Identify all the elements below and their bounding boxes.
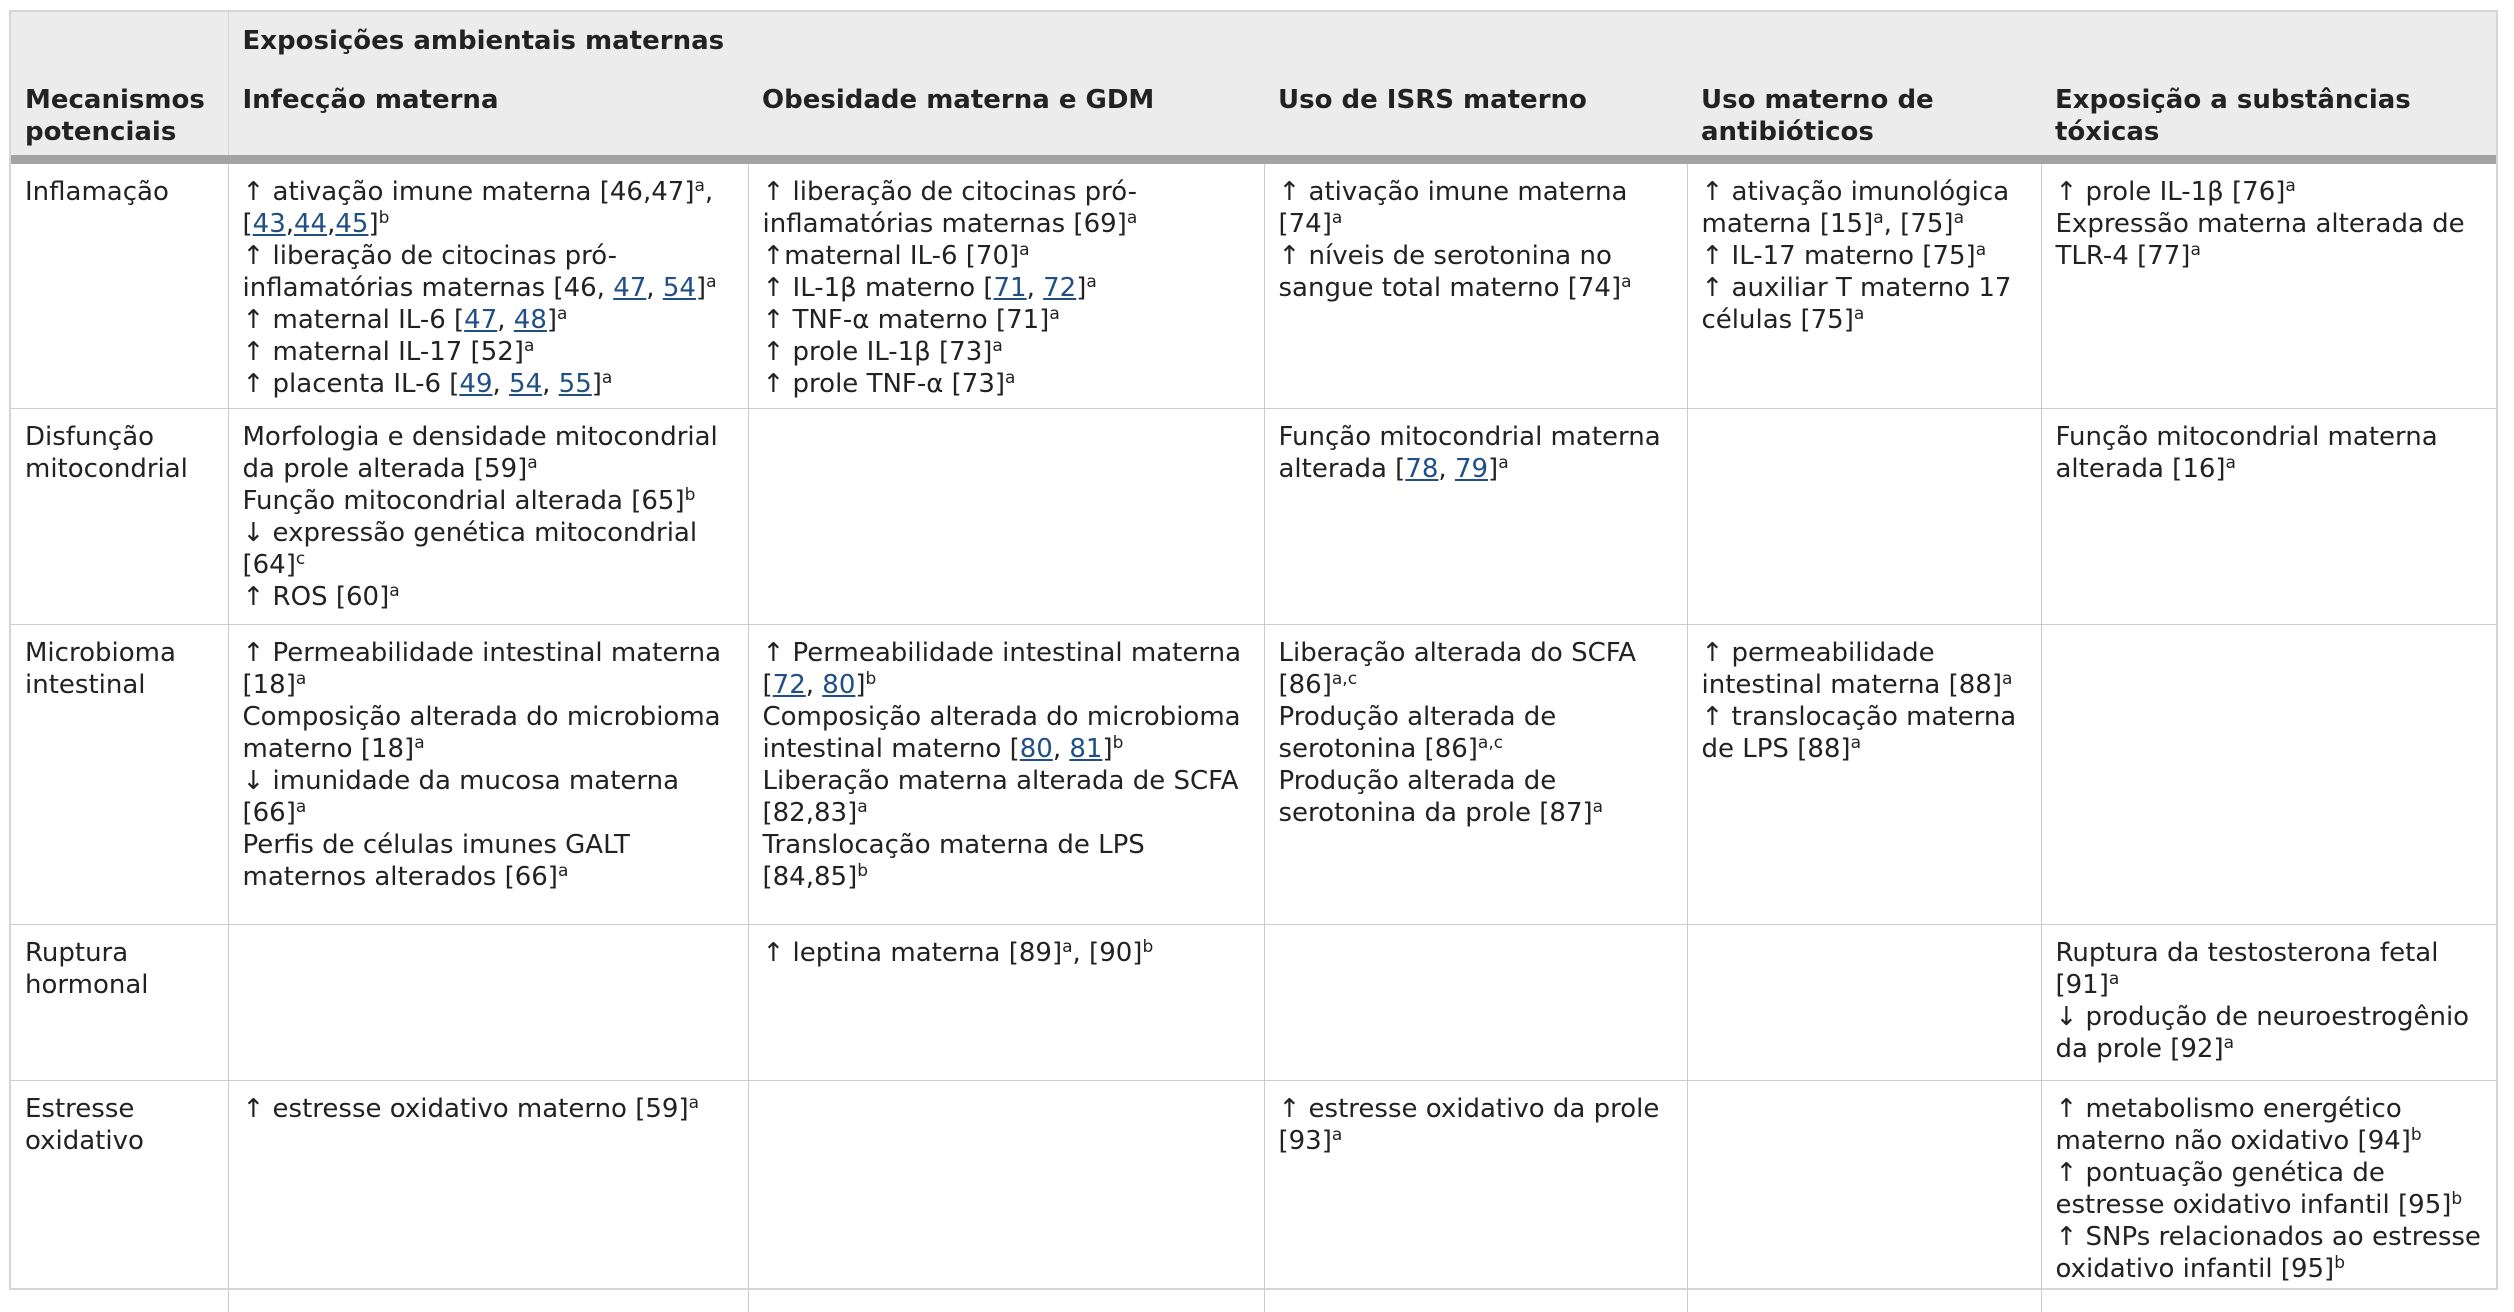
cell-line: ↑ níveis de serotonina no [1278,240,1612,271]
cell-line: $[66]^a$ [242,796,307,828]
footnote-marker: a [706,271,717,292]
cell-antibiotics [1687,159,2041,408]
table-body [11,159,2496,1312]
cell-line: materno $[18]^a$ [242,732,425,764]
cell-line: ↑ estresse oxidativo materno $[59]^a$ [242,1092,700,1124]
cell-line: $[82,83]^a$ [762,796,868,828]
column-header-maternal-infection: Infecção materna [228,70,748,159]
cell-toxic [2041,624,2496,924]
footnote-marker: a [2108,968,2120,989]
cell-line: $[93]^a$ [1278,1124,1343,1156]
cell-line: inflamatórias maternas $[69]^a$ [762,207,1138,239]
footnote-marker: a [1126,207,1138,228]
cell-line: da prole $[92]^a$ [2055,1032,2235,1064]
footnote-marker: a [1853,303,1865,324]
reference-link[interactable]: 72 [1043,272,1077,303]
reference-link[interactable]: 71 [993,272,1027,303]
footnote-marker: b [857,860,869,881]
cell-line: ↑ Permeabilidade intestinal materna [242,637,722,668]
footnote-marker: c [295,548,306,569]
cell-line: Composição alterada do microbioma [762,701,1241,732]
cell-antibiotics [1687,624,2041,924]
cell-line: ↑ ativação imune materna [1278,176,1628,207]
cell-line: ↑ prole IL-1β $[76]^a$ [2055,175,2296,207]
footnote-marker: b [1142,936,1154,957]
cell-line: células $[75]^a$ [1701,303,1865,335]
cell-line: intestinal materno [80, 81]$^b$ [762,732,1124,764]
cell-line: materno não oxidativo $[94]^b$ [2055,1124,2422,1156]
mechanism-cell: Ruptura hormonal [11,924,228,1080]
cell-ssri [1264,624,1687,924]
cell-antibiotics [1687,924,2041,1080]
cell-ssri [1264,408,1687,624]
footnote-marker: a [1049,303,1060,324]
cell-line: Translocação materna de LPS [762,829,1145,860]
footnote-marker: a [295,796,307,817]
cell-line: $[64]^c$ [242,548,306,580]
cell-line: ↑ Permeabilidade intestinal materna [762,637,1242,668]
footnote-marker: a [295,668,307,689]
footnote-marker: a [2285,175,2296,196]
reference-link[interactable]: 47 [464,304,498,335]
group-header-empty [11,12,228,70]
cell-line: ↑ ativação imune materna $[46,47]^a$, [242,175,714,207]
cell-obesity [748,924,1264,1080]
cell-line: Morfologia e densidade mitocondrial [242,421,718,452]
cell-line: estresse oxidativo infantil $[95]^b$ [2055,1188,2463,1220]
cell-line: Produção alterada de [1278,701,1557,732]
cell-antibiotics [1687,1080,2041,1312]
cell-line: inflamatórias maternas [46, 47, 54]$^a$ [242,271,717,303]
table-row [11,624,2496,924]
cell-antibiotics [1687,408,2041,624]
cell-line: ↓ produção de neuroestrogênio [2055,1001,2470,1032]
cell-line: Função mitocondrial alterada $[65]^b$ [242,484,696,516]
column-header-maternal-obesity: Obesidade materna e GDM [748,70,1264,159]
cell-line: materna $[15]^a$, $[75]^a$ [1701,207,1964,239]
cell-obesity [748,1080,1264,1312]
cell-line: Função mitocondrial materna [2055,421,2438,452]
exposures-table [11,12,2496,1312]
cell-line: ↑ translocação materna [1701,701,2017,732]
footnote-marker: a [414,732,425,753]
cell-obesity [748,159,1264,408]
cell-ssri [1264,924,1687,1080]
cell-obesity [748,408,1264,624]
footnote-marker: a [601,367,613,388]
cell-line: alterada [78, 79]$^a$ [1278,452,1509,484]
footnote-marker: b [2334,1252,2345,1273]
mechanism-cell: Inflamação [25,176,169,207]
cell-toxic [2041,1080,2496,1312]
cell-line: ↑ TNF-α materno $[71]^a$ [762,303,1060,335]
cell-line: Liberação materna alterada de SCFA [762,765,1239,796]
table-row [11,159,2496,408]
footnote-marker: b [378,207,390,228]
cell-line: da prole alterada $[59]^a$ [242,452,538,484]
cell-line: ↑maternal IL-6 $[70]^a$ [762,239,1030,271]
footnote-marker: a [857,796,868,817]
cell-toxic [2041,408,2496,624]
cell-line: ↑ liberação de citocinas pró- [762,176,1138,207]
cell-line: $[18]^a$ [242,668,307,700]
cell-line: Perfis de células imunes GALT [242,829,630,860]
column-header-row [11,70,2496,159]
footnote-marker: a [1086,271,1097,292]
reference-link[interactable]: 48 [513,304,547,335]
footnote-marker: a [2223,1032,2235,1053]
footnote-marker: a [1850,732,1861,753]
cell-line: $[86]^{a,c}$ [1278,668,1358,700]
footnote-marker: a [527,452,538,473]
footnote-marker: a [389,580,400,601]
cell-line: $[91]^a$ [2055,968,2120,1000]
mechanism-cell: Estresse oxidativo [11,1080,228,1312]
reference-link[interactable]: 78 [1405,453,1439,484]
cell-line: ↑ placenta IL-6 [49, 54, 55]$^a$ [242,367,613,399]
cell-line: [72, 80]$^b$ [762,668,877,700]
cell-line: ↑ leptina materna $[89]^a$, $[90]^b$ [762,936,1154,968]
reference-link[interactable]: 54 [662,272,696,303]
table-row [11,408,2496,624]
footnote-marker: a [992,335,1003,356]
cell-line: ↑ SNPs relacionados ao estresse [2055,1221,2481,1252]
column-header-mechanisms: Mecanismos potenciais [11,70,228,159]
reference-link[interactable]: 45 [335,208,369,239]
footnote-marker: a [523,335,535,356]
table-frame [9,10,2498,1290]
cell-toxic [2041,924,2496,1080]
footnote-marker: a,c [1477,732,1504,753]
footnote-marker: b [865,668,877,689]
footnote-marker: a [557,303,568,324]
footnote-marker: a [1873,207,1884,228]
footnote-marker: a [1975,239,1987,260]
reference-link[interactable]: 79 [1454,453,1489,484]
cell-line: ↑ IL-1β materno [71, 72]$^a$ [762,271,1097,303]
cell-line: ↑ maternal IL-17 $[52]^a$ [242,335,535,367]
cell-line: ↑ IL-17 materno $[75]^a$ [1701,239,1987,271]
footnote-marker: b [2451,1188,2463,1209]
cell-line: ↑ maternal IL-6 [47, 48]$^a$ [242,303,568,335]
cell-line: ↑ permeabilidade [1701,637,1935,668]
cell-toxic [2041,159,2496,408]
cell-line: de LPS $[88]^a$ [1701,732,1861,764]
cell-infection [228,408,748,624]
cell-line: ↓ expressão genética mitocondrial [242,517,698,548]
cell-line: ↑ prole TNF-α $[73]^a$ [762,367,1016,399]
cell-line: $[74]^a$ [1278,207,1343,239]
cell-obesity [748,624,1264,924]
cell-line: ↑ auxiliar T materno 17 [1701,272,2012,303]
reference-link[interactable]: 47 [613,272,647,303]
footnote-marker: a [1331,1124,1343,1145]
cell-line: ↑ estresse oxidativo da prole [1278,1093,1660,1124]
cell-infection [228,159,748,408]
footnote-marker: b [1112,732,1124,753]
cell-line: ↑ ROS $[60]^a$ [242,580,400,612]
footnote-marker: b [684,484,696,505]
reference-link[interactable]: 72 [772,669,806,700]
footnote-marker: a [688,1092,700,1113]
footnote-marker: a [1953,207,1964,228]
cell-line: Produção alterada de [1278,765,1557,796]
footnote-marker: a [1621,271,1632,292]
column-header-toxic-exposure: Exposição a substâncias tóxicas [2041,70,2496,159]
cell-line: $[43,44,45]^b$ [242,207,390,239]
cell-infection [228,624,748,924]
cell-line: ↑ liberação de citocinas pró- [242,240,618,271]
group-header-row [11,12,2496,70]
cell-line: Função mitocondrial materna [1278,421,1661,452]
cell-line: Composição alterada do microbioma [242,701,721,732]
cell-line: serotonina da prole $[87]^a$ [1278,796,1604,828]
cell-line: TLR-4 $[77]^a$ [2055,239,2201,271]
cell-line: serotonina $[86]^{a,c}$ [1278,732,1504,764]
footnote-marker: b [2410,1124,2422,1145]
footnote-marker: a [2002,668,2013,689]
cell-line: ↑ ativação imunológica [1701,176,2010,207]
mechanism-cell: Disfunção mitocondrial [11,408,228,624]
table-row [11,924,2496,1080]
footnote-marker: a [1592,796,1604,817]
cell-infection [228,924,748,1080]
footnote-marker: a [1019,239,1030,260]
cell-line: sangue total materno $[74]^a$ [1278,271,1632,303]
cell-line: $[84,85]^b$ [762,860,869,892]
footnote-marker: a [694,175,705,196]
reference-link[interactable]: 49 [459,368,493,399]
cell-line: Liberação alterada do SCFA [1278,637,1637,668]
mechanism-cell: Microbioma intestinal [11,624,228,924]
reference-link[interactable]: 80 [1019,733,1053,764]
footnote-marker: a [557,860,569,881]
cell-ssri [1264,1080,1687,1312]
column-header-ssri-use: Uso de ISRS materno [1264,70,1687,159]
footnote-marker: a,c [1331,668,1358,689]
reference-link[interactable]: 54 [509,368,543,399]
reference-link[interactable]: 80 [822,669,856,700]
group-header: Exposições ambientais maternas [228,12,2496,70]
cell-line: oxidativo infantil $[95]^b$ [2055,1252,2345,1284]
cell-line: maternos alterados $[66]^a$ [242,860,569,892]
cell-line: ↓ imunidade da mucosa materna [242,765,680,796]
column-header-antibiotic-use: Uso materno de antibióticos [1687,70,2041,159]
cell-ssri [1264,159,1687,408]
cell-line: intestinal materna $[88]^a$ [1701,668,2013,700]
cell-line: ↑ metabolismo energético [2055,1093,2402,1124]
cell-line: alterada $[16]^a$ [2055,452,2236,484]
footnote-marker: a [1062,936,1073,957]
footnote-marker: a [2225,452,2236,473]
cell-line: Ruptura da testosterona fetal [2055,937,2439,968]
cell-line: ↑ pontuação genética de [2055,1157,2385,1188]
table-row [11,1080,2496,1312]
reference-link[interactable]: 43 [252,208,286,239]
cell-line: ↑ prole IL-1β $[73]^a$ [762,335,1003,367]
reference-link[interactable]: 81 [1069,733,1103,764]
footnote-marker: a [2190,239,2201,260]
cell-line: Expressão materna alterada de [2055,208,2465,239]
cell-infection [228,1080,748,1312]
footnote-marker: a [1005,367,1016,388]
reference-link[interactable]: 44 [294,208,328,239]
reference-link[interactable]: 55 [558,368,592,399]
footnote-marker: a [1331,207,1343,228]
footnote-marker: a [1498,452,1509,473]
